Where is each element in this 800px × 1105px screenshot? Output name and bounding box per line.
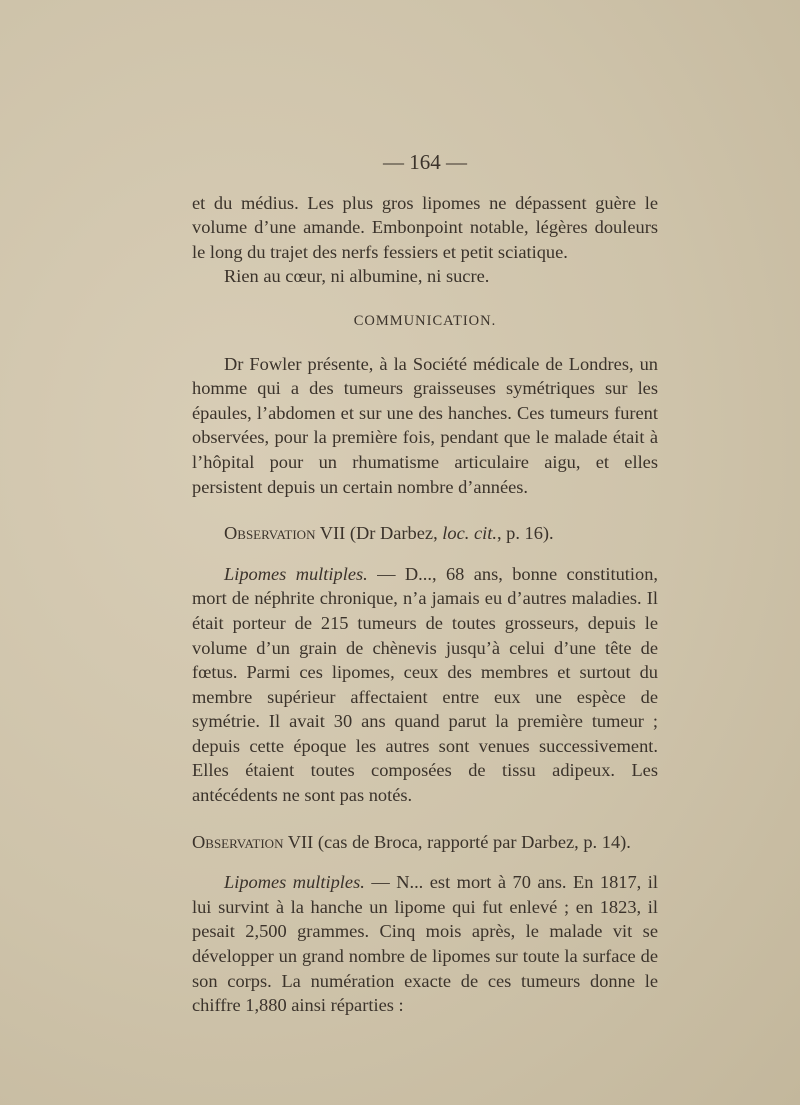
paragraph-lipomes-n [192, 870, 658, 1018]
paragraph-continuation: et du médius. Les plus gros lipomes ne dépassent guère le volume d’une amande. Embonpoint notable, légères douleurs le long du trajet des nerfs fessiers et petit sciatique. [192, 192, 658, 262]
paragraph-body: — N... est mort à 70 ans. En 1817, il lui survint à la hanche un lipome qui fut enlevé ; en 1823, il pesait 2,500 grammes. Cinq mois après, le malade vit se développer un grand nombre de lipomes sur toute la surface de son corps. La numération exacte de ces tumeurs donne le chiffre 1,880 ainsi réparties : [192, 872, 658, 1016]
paragraph-fowler: Dr Fowler présente, à la Société médicale de Londres, un homme qui a des tumeurs graisseuses symétriques sur les épaules, l’abdomen et sur une des hanches. Ces tumeurs furent observées, pour la première fois, pendant que le malade était à l’hôpital pour un rhumatisme articulaire aigu, et elles persistent depuis un certain nombre d’années. [192, 353, 658, 497]
observation-label: Observation [192, 831, 284, 852]
observation-ref: VII (Dr Darbez, [315, 523, 443, 544]
observation-page: , p. 16). [496, 523, 554, 544]
observation-heading-broca [192, 830, 658, 855]
observation-ref: VII (cas de Broca, rapporté par Darbez, p. 14). [283, 831, 631, 852]
page-number: — 164 — [383, 150, 467, 174]
paragraph-body: — D..., 68 ans, bonne constitution, mort de néphrite chronique, n’a jamais eu d’autres maladies. Il était porteur de 215 tumeurs de toutes grosseurs, depuis le volume d’un grain de chènevis jusqu’à celui d’une tête de fœtus. Parmi ces lipomes, ceux des membres et surtout du membre supérieur affectaient entre eux une espèce de symétrie. Il avait 30 ans quand parut la première tumeur ; depuis cette époque les autres sont venues successivement. Elles étaient toutes composées de tissu adipeux. Les antécédents ne sont pas notés. [192, 563, 658, 806]
observation-heading-darbez [192, 521, 658, 546]
observation-loc-cit: loc. cit. [442, 523, 497, 544]
book-page [192, 150, 658, 1018]
section-heading-communication: COMMUNICATION. [353, 312, 497, 329]
paragraph-lipomes-d [192, 562, 658, 808]
lead-lipomes-multiples: Lipomes multiples. [224, 872, 365, 893]
paragraph-rien-au-coeur: Rien au cœur, ni albumine, ni sucre. [224, 266, 490, 287]
lead-lipomes-multiples: Lipomes multiples. [224, 563, 368, 584]
observation-label: Observation [224, 523, 316, 544]
